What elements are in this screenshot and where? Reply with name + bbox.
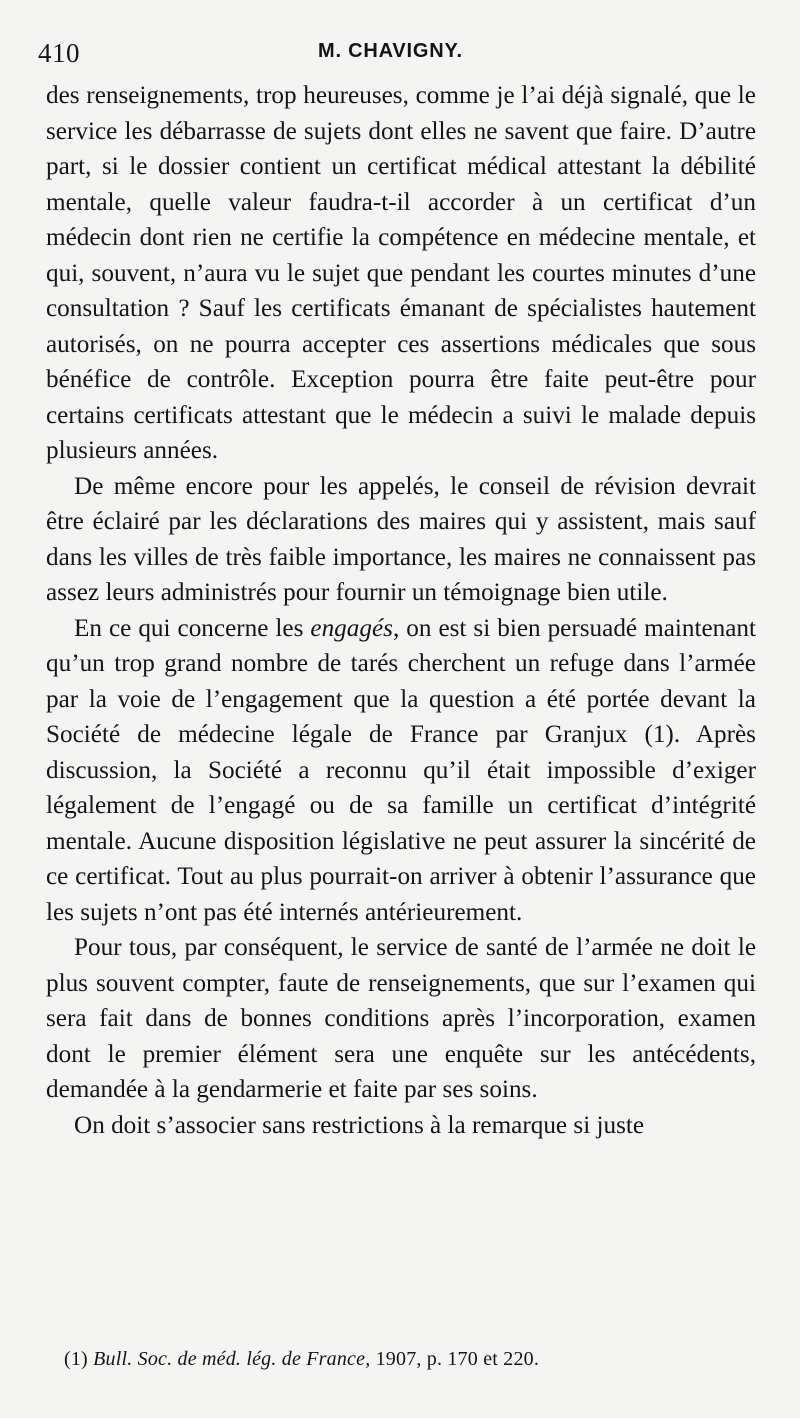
paragraph-continued xyxy=(46,78,756,469)
running-head: M. CHAVIGNY. xyxy=(318,40,463,62)
footnote-marker: (1) xyxy=(64,1348,88,1370)
paragraph-text: En ce qui concerne les xyxy=(74,614,311,642)
paragraph-text: Pour tous, par conséquent, le service de santé de l’armée ne doit le plus souvent compter, faute de renseignements, que sur l’examen qui sera fait dans de bonnes conditions après l’incorporation, examen dont le premier élément sera une enquête sur les antécédents, demandée à la gendarmerie et faite par ses soins. xyxy=(46,934,756,1103)
footnote-details: 1907, p. 170 et 220. xyxy=(370,1348,540,1370)
paragraph-text: , on est si bien persuadé maintenant qu’un trop grand nombre de tarés cherchent un refuge dans l’armée par la voie de l’engagement que la question a été portée devant la Société de médecine légale de France par Granjux (1). Après discussion, la Société a reconnu qu’il était impossible d’exiger légalement de l’engagé ou de sa famille un certificat d’intégrité mentale. Aucune disposition législative ne peut assurer la sincérité de ce certificat. Tout au plus pourrait-on arriver à obtenir l’assurance que les sujets n’ont pas été internés antérieurement. xyxy=(46,614,757,926)
paragraph xyxy=(46,1108,756,1144)
paragraph-text: des renseignements, trop heureuses, comme je l’ai déjà signalé, que le service les débarrasse de sujets dont elles ne savent que faire. D’autre part, si le dossier contient un certificat médical attestant la débilité mentale, quelle valeur faudra-t-il accorder à un certificat d’un médecin dont rien ne certifie la compétence en médecine mentale, et qui, souvent, n’aura vu le sujet que pendant les courtes minutes d’une consultation ? Sauf les certificats émanant de spécialistes hautement autorisés, on ne pourra accepter ces assertions médicales que sous bénéfice de contrôle. Exception pourra être faite peut-être pour certains certificats attestant que le médecin a suivi le malade depuis plusieurs années. xyxy=(46,82,756,464)
footnote-reference: Bull. Soc. de méd. lég. de France, xyxy=(93,1348,371,1370)
page-number: 410 xyxy=(38,38,80,68)
paragraph-text: De même encore pour les appelés, le conseil de révision devrait être éclairé par les déclarations des maires qui y assistent, mais sauf dans les villes de très faible importance, les maires ne connaissent pas assez leurs administrés pour fournir un témoignage bien utile. xyxy=(46,472,756,606)
paragraph-text: On doit s’associer sans restrictions à la remarque si juste xyxy=(74,1111,645,1139)
paragraph xyxy=(46,611,756,931)
body-text xyxy=(46,78,756,1143)
italic-term: engagés xyxy=(310,614,393,642)
paragraph xyxy=(46,930,756,1108)
footnote xyxy=(64,1348,539,1371)
paragraph xyxy=(46,469,756,611)
